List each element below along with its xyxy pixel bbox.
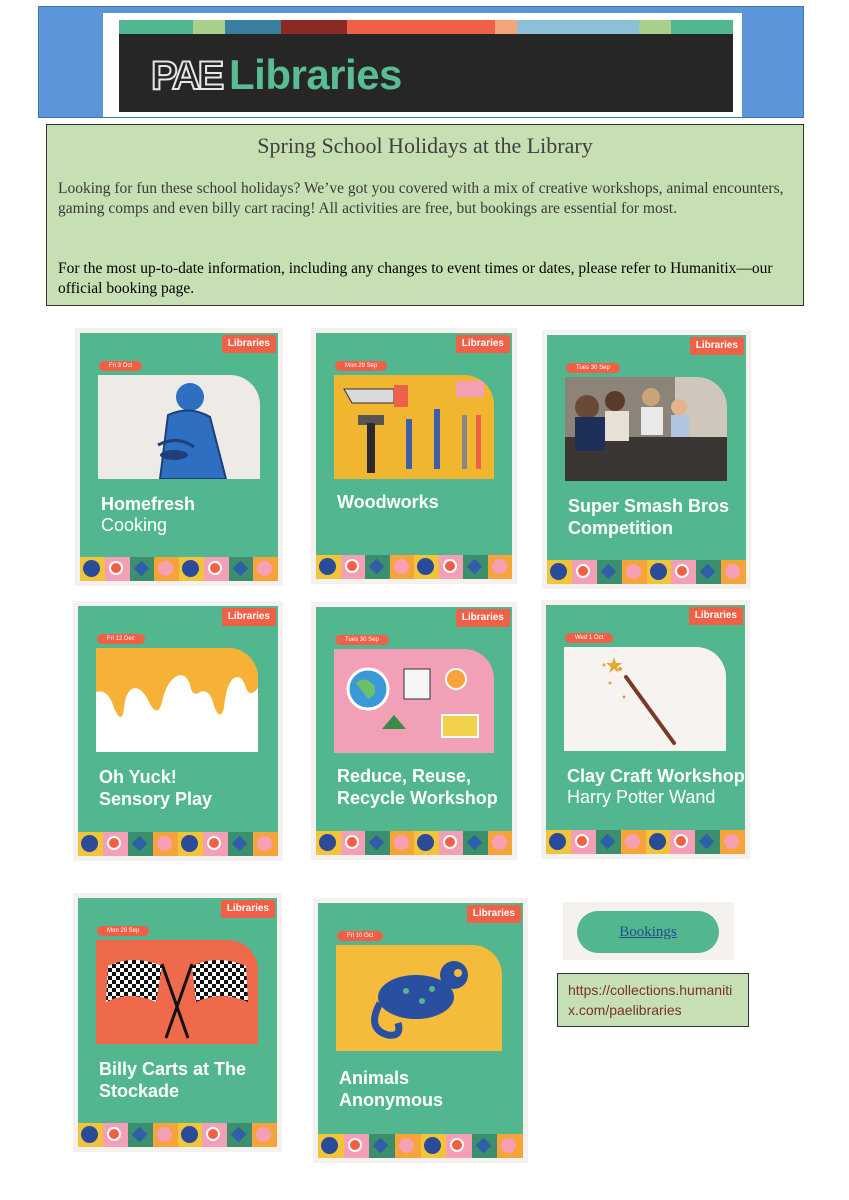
- libraries-badge: Libraries: [221, 900, 275, 918]
- tools-icon: [334, 375, 494, 479]
- pattern-strip: [316, 555, 512, 579]
- pattern-strip: [316, 831, 512, 855]
- humanitix-link[interactable]: https://collections.humanitix.com/paelibraries: [557, 973, 749, 1027]
- event-card-oh-yuck[interactable]: [78, 606, 278, 856]
- event-date: Fri 3 Oct: [99, 361, 142, 371]
- intro-box: [46, 124, 804, 306]
- event-subtitle: Harry Potter Wand: [567, 787, 716, 807]
- event-card-animals-anonymous[interactable]: [318, 903, 523, 1158]
- libraries-badge: Libraries: [689, 607, 743, 625]
- libraries-badge: Libraries: [690, 337, 744, 355]
- chameleon-icon: [336, 945, 502, 1051]
- pattern-strip: [546, 830, 745, 854]
- event-title: Oh Yuck! Sensory Play: [99, 767, 213, 809]
- event-title: Super Smash Bros Competition: [568, 496, 730, 538]
- pattern-strip: [80, 557, 278, 581]
- chef-cooking-icon: [98, 375, 260, 479]
- event-title: Woodworks: [337, 492, 439, 512]
- recycle-stickers-icon: [334, 649, 494, 753]
- event-card-billy-carts[interactable]: [78, 898, 277, 1147]
- intro-notice-paragraph: For the most up-to-date information, including any changes to event times or dates, please refer to Humanitix—our official booking page.: [58, 260, 773, 297]
- slime-drip-icon: [96, 648, 258, 752]
- checkered-flags-icon: [96, 940, 258, 1044]
- event-title: Billy Carts at The Stockade: [99, 1059, 247, 1101]
- event-card-super-smash-bros[interactable]: [547, 335, 746, 584]
- event-date: Tues 30 Sep: [566, 363, 620, 373]
- event-date: Wed 1 Oct: [565, 633, 613, 643]
- event-card-clay-craft[interactable]: [546, 605, 745, 854]
- bookings-button[interactable]: Bookings: [577, 911, 719, 953]
- event-card-recycle-workshop[interactable]: [316, 607, 512, 855]
- libraries-badge: Libraries: [456, 335, 510, 353]
- logo-pae-text: PAE: [151, 54, 222, 98]
- libraries-badge: Libraries: [456, 609, 510, 627]
- pattern-strip: [78, 832, 278, 856]
- event-date: Mon 29 Sep: [97, 926, 149, 936]
- event-card-woodworks[interactable]: [316, 333, 512, 579]
- event-subtitle: Cooking: [101, 515, 168, 535]
- pattern-strip: [78, 1123, 277, 1147]
- event-title: Homefresh: [101, 494, 196, 514]
- event-title: Clay Craft Workshop: [567, 766, 745, 786]
- event-date: Fri 12 Dec: [97, 634, 145, 644]
- pattern-strip: [547, 560, 746, 584]
- libraries-badge: Libraries: [467, 905, 521, 923]
- kids-gaming-photo: [565, 377, 727, 481]
- libraries-badge: Libraries: [222, 608, 276, 626]
- pattern-strip: [318, 1134, 523, 1158]
- event-title: Animals Anonymous: [339, 1068, 444, 1110]
- event-date: Tues 30 Sep: [335, 635, 389, 645]
- event-card-homefresh-cooking[interactable]: [80, 333, 278, 581]
- logo-color-stripe: [119, 20, 733, 34]
- pae-libraries-logo: [119, 20, 733, 112]
- intro-paragraph: Looking for fun these school holidays? We’ve got you covered with a mix of creative workshops, animal encounters, gaming comps and even billy cart racing! All activities are free, but bookings are essential for most.: [58, 180, 784, 217]
- event-title: Reduce, Reuse, Recycle Workshop: [337, 766, 498, 808]
- event-date: Fri 10 Oct: [337, 931, 383, 941]
- event-date: Mon 29 Sep: [335, 361, 387, 371]
- libraries-badge: Libraries: [222, 335, 276, 353]
- page-title: Spring School Holidays at the Library: [257, 133, 593, 158]
- logo-libraries-text: Libraries: [229, 51, 402, 98]
- magic-wand-icon: [564, 647, 726, 751]
